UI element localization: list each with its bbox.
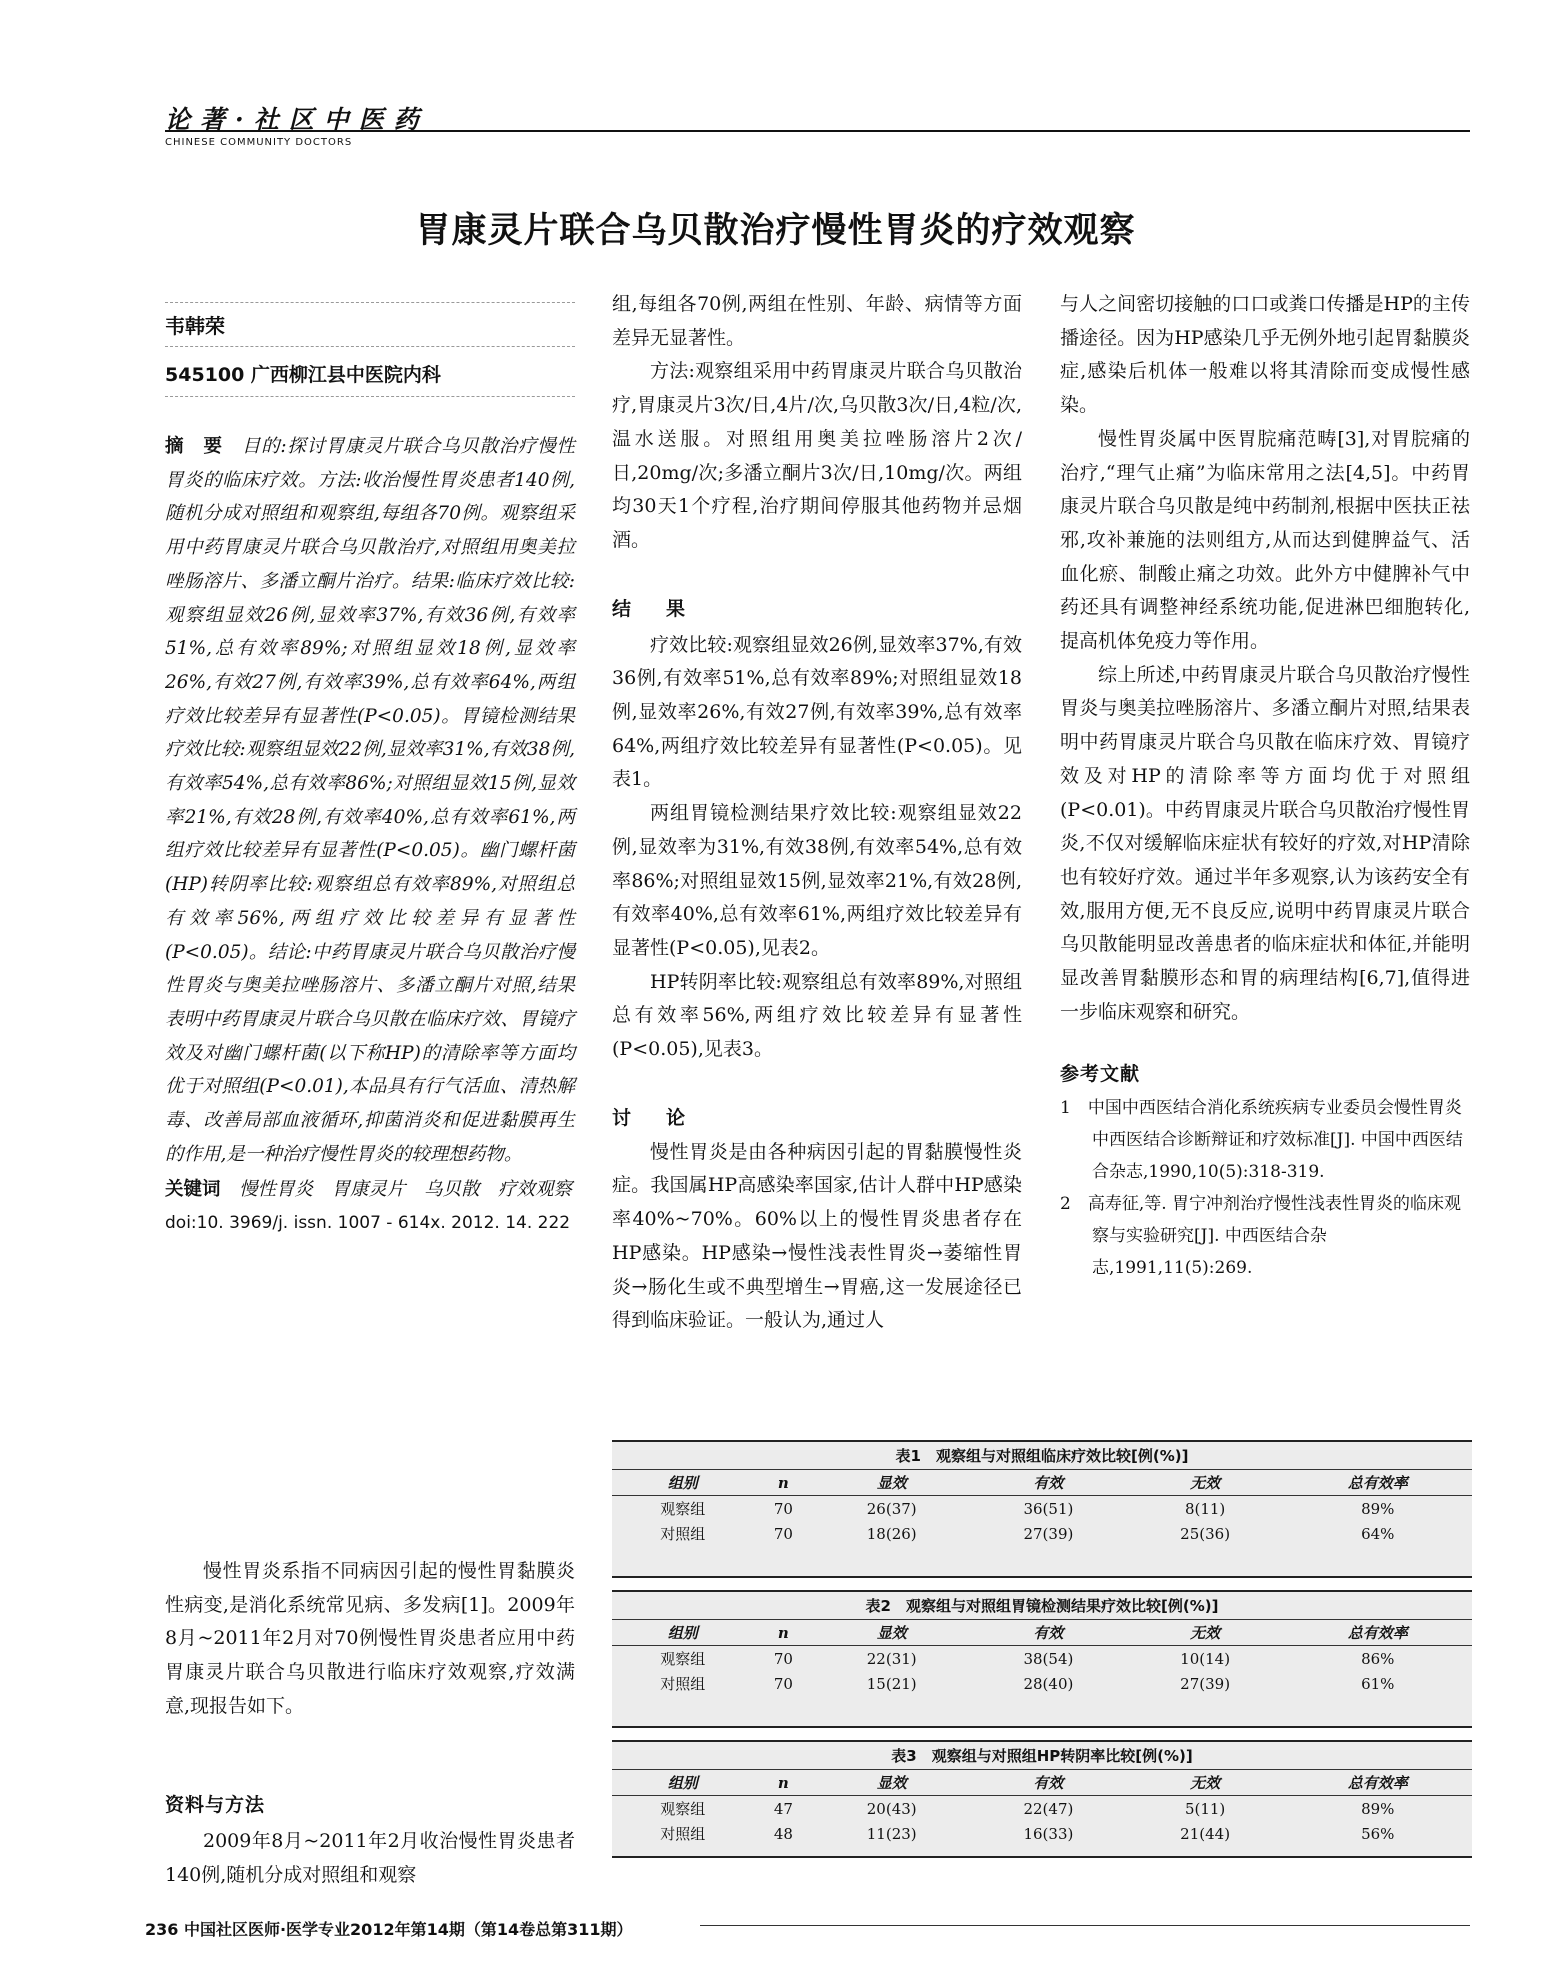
table-cell: 26(37)	[866, 1499, 917, 1518]
intro-paragraph: 慢性胃炎系指不同病因引起的慢性胃黏膜炎性病变,是消化系统常见病、多发病[1]。2009年8月~2011年2月对70例慢性胃炎患者应用中药胃康灵片联合乌贝散进行临床疗效观察,疗效满意,现报告如下。	[165, 1560, 575, 1717]
table-header: 无效	[1127, 1770, 1284, 1796]
doi: doi:10. 3969/j. issn. 1007 - 614x. 2012. 14. 222	[165, 1213, 571, 1234]
methods-paragraph-cont: 组,每组各70例,两组在性别、年龄、病情等方面差异无显著性。	[612, 293, 1022, 349]
discussion-paragraph-3: 综上所述,中药胃康灵片联合乌贝散治疗慢性胃炎与奥美拉唑肠溶片、多潘立酮片对照,结果表明中药胃康灵片联合乌贝散在临床疗效、胃镜疗效及对HP的清除率等方面均优于对照组(P<0.01)。中药胃康灵片联合乌贝散治疗慢性胃炎,不仅对缓解临床症状有较好的疗效,对HP清除也有较好疗效。通过半年多观察,认为该药安全有效,服用方便,无不良反应,说明中药胃康灵片联合乌贝散能明显改善患者的临床症状和体征,并能明显改善胃黏膜形态和胃的病理结构[6,7],值得进一步临床观察和研究。	[1060, 663, 1470, 1023]
table-header: 总有效率	[1283, 1620, 1472, 1646]
discussion-heading: 讨 论	[612, 1106, 694, 1129]
author-affiliation: 545100 广西柳江县中医院内科	[165, 364, 441, 386]
table-header: 有效	[970, 1470, 1127, 1496]
table-caption: 表1 观察组与对照组临床疗效比较[例(%)]	[895, 1447, 1189, 1465]
table-cell: 8(11)	[1184, 1499, 1226, 1518]
table-cell: 47	[773, 1799, 793, 1818]
abstract-label: 摘 要	[165, 436, 223, 457]
table-cell: 20(43)	[866, 1799, 917, 1818]
table-cell: 36(51)	[1023, 1499, 1074, 1518]
divider	[165, 346, 575, 347]
footer-rule	[700, 1925, 1470, 1926]
keywords: 慢性胃炎 胃康灵片 乌贝散 疗效观察	[239, 1179, 573, 1201]
page-footer: 236 中国社区医师·医学专业2012年第14期（第14卷总第311期）	[145, 1920, 633, 1939]
table-cell: 89%	[1361, 1499, 1395, 1518]
table-cell: 22(47)	[1023, 1799, 1074, 1818]
table-cell: 21(44)	[1180, 1824, 1231, 1843]
results-heading: 结 果	[612, 597, 694, 620]
abstract-text: 目的:探讨胃康灵片联合乌贝散治疗慢性胃炎的临床疗效。方法:收治慢性胃炎患者140例,随机分成对照组和观察组,每组各70例。观察组采用中药胃康灵片联合乌贝散治疗,对照组用奥美拉唑肠溶片、多潘立酮片治疗。结果:临床疗效比较:观察组显效26例,显效率37%,有效36例,有效率51%,总有效率89%;对照组显效18例,显效率26%,有效27例,有效率39%,总有效率64%,两组疗效比较差异有显著性(P<0.05)。胃镜检测结果疗效比较:观察组显效22例,显效率31%,有效38例,有效率54%,总有效率86%;对照组显效15例,显效率21%,有效28例,有效率40%,总有效率61%,两组疗效比较差异有显著性(P<0.05)。幽门螺杆菌(HP)转阴率比较:观察组总有效率89%,对照组总有效率56%,两组疗效比较差异有显著性(P<0.05)。结论:中药胃康灵片联合乌贝散治疗慢性胃炎与奥美拉唑肠溶片、多潘立酮片对照,结果表明中药胃康灵片联合乌贝散在临床疗效、胃镜疗效及对幽门螺杆菌(以下称HP)的清除率等方面均优于对照组(P<0.01),本品具有行气活血、清热解毒、改善局部血液循环,抑菌消炎和促进黏膜再生的作用,是一种治疗慢性胃炎的较理想药物。	[165, 436, 575, 1165]
intro-block	[165, 1555, 575, 1724]
table-cell: 16(33)	[1023, 1824, 1074, 1843]
table-cell: 15(21)	[866, 1674, 917, 1693]
table-header: 总有效率	[1283, 1470, 1472, 1496]
table-header: n	[753, 1470, 813, 1496]
table-cell: 27(39)	[1180, 1674, 1231, 1693]
table-cell: 38(54)	[1023, 1649, 1074, 1668]
methods-block	[165, 1790, 575, 1892]
table-cell: 观察组	[660, 1500, 706, 1518]
table-cell: 48	[773, 1824, 793, 1843]
table-cell: 70	[773, 1649, 793, 1668]
table-cell: 对照组	[660, 1825, 706, 1843]
reference-item: 2 高寿征,等. 胃宁冲剂治疗慢性浅表性胃炎的临床观察与实验研究[J]. 中西医结合杂志,1991,11(5):269.	[1060, 1194, 1462, 1279]
table-header: 组别	[612, 1770, 753, 1796]
table-cell: 11(23)	[866, 1824, 917, 1843]
header-rule	[165, 130, 1470, 132]
table-header: n	[753, 1620, 813, 1646]
table-header: 显效	[813, 1470, 970, 1496]
table-cell: 61%	[1361, 1674, 1395, 1693]
table-cell: 28(40)	[1023, 1674, 1074, 1693]
journal-section-label: 论著·社区中医药	[165, 105, 429, 134]
right-column	[1060, 288, 1470, 1284]
table-header: 总有效率	[1283, 1770, 1472, 1796]
middle-column	[612, 288, 1022, 1338]
results-paragraph-2: 两组胃镜检测结果疗效比较:观察组显效22例,显效率为31%,有效38例,有效率54%,总有效率86%;对照组显效15例,显效率21%,有效28例,有效率40%,总有效率61%,两组疗效比较差异有显著性(P<0.05),见表2。	[612, 802, 1022, 959]
table-cell: 观察组	[660, 1650, 706, 1668]
table-2	[612, 1590, 1472, 1728]
results-paragraph-3: HP转阴率比较:观察组总有效率89%,对照组总有效率56%,两组疗效比较差异有显著性(P<0.05),见表3。	[612, 970, 1022, 1061]
table-cell: 64%	[1361, 1524, 1395, 1543]
table-cell: 27(39)	[1023, 1524, 1074, 1543]
table-row	[612, 1796, 1472, 1822]
table-header: 有效	[970, 1770, 1127, 1796]
table-cell: 25(36)	[1180, 1524, 1231, 1543]
abstract-block	[165, 430, 575, 1241]
table-header: 显效	[813, 1620, 970, 1646]
table-row	[612, 1646, 1472, 1672]
journal-name-en: CHINESE COMMUNITY DOCTORS	[165, 137, 353, 148]
table-cell: 10(14)	[1180, 1649, 1231, 1668]
table-header: 组别	[612, 1620, 753, 1646]
methods-paragraph: 2009年8月~2011年2月收治慢性胃炎患者140例,随机分成对照组和观察	[165, 1830, 575, 1886]
table-cell: 对照组	[660, 1525, 706, 1543]
table-cell: 对照组	[660, 1675, 706, 1693]
results-paragraph-1: 疗效比较:观察组显效26例,显效率37%,有效36例,有效率51%,总有效率89%;对照组显效18例,显效率26%,有效27例,有效率39%,总有效率64%,两组疗效比较差异有显著性(P<0.05)。见表1。	[612, 633, 1022, 791]
table-caption: 表2 观察组与对照组胃镜检测结果疗效比较[例(%)]	[865, 1597, 1219, 1615]
table-cell: 观察组	[660, 1800, 706, 1818]
discussion-paragraph-1: 慢性胃炎是由各种病因引起的胃黏膜慢性炎症。我国属HP高感染率国家,估计人群中HP感染率40%~70%。60%以上的慢性胃炎患者存在HP感染。HP感染→慢性浅表性胃炎→萎缩性胃炎→肠化生或不典型增生→胃癌,这一发展途径已得到临床验证。一般认为,通过人	[612, 1140, 1022, 1332]
table-header: 无效	[1127, 1470, 1284, 1496]
references-heading: 参考文献	[1060, 1063, 1141, 1086]
table-cell: 89%	[1361, 1799, 1395, 1818]
divider	[165, 396, 575, 397]
divider	[165, 302, 575, 303]
table-cell: 22(31)	[866, 1649, 917, 1668]
table-cell: 86%	[1361, 1649, 1395, 1668]
table-header: 有效	[970, 1620, 1127, 1646]
discussion-paragraph-1-cont: 与人之间密切接触的口口或粪口传播是HP的主传播途径。因为HP感染几乎无例外地引起胃黏膜炎症,感染后机体一般难以将其清除而变成慢性感染。	[1060, 293, 1470, 417]
table-cell: 70	[773, 1524, 793, 1543]
keywords-label: 关键词	[165, 1179, 221, 1201]
table-cell: 18(26)	[866, 1524, 917, 1543]
author-name: 韦韩荣	[165, 314, 225, 338]
table-row	[612, 1496, 1472, 1522]
methods-paragraph-2: 方法:观察组采用中药胃康灵片联合乌贝散治疗,胃康灵片3次/日,4片/次,乌贝散3次/日,4粒/次,温水送服。对照组用奥美拉唑肠溶片2次/日,20mg/次;多潘立酮片3次/日,10mg/次。两组均30天1个疗程,治疗期间停服其他药物并忌烟酒。	[612, 360, 1022, 551]
table-header: 无效	[1127, 1620, 1284, 1646]
table-header: n	[753, 1770, 813, 1796]
reference-item: 1 中国中西医结合消化系统疾病专业委员会慢性胃炎中西医结合诊断辩证和疗效标准[J]. 中国中西医结合杂志,1990,10(5):318-319.	[1060, 1098, 1463, 1183]
table-row	[612, 1821, 1472, 1846]
table-cell: 56%	[1361, 1824, 1395, 1843]
table-header: 显效	[813, 1770, 970, 1796]
table-row	[612, 1521, 1472, 1546]
article-title: 胃康灵片联合乌贝散治疗慢性胃炎的疗效观察	[415, 211, 1136, 251]
discussion-paragraph-2: 慢性胃炎属中医胃脘痛范畴[3],对胃脘痛的治疗,“理气止痛”为临床常用之法[4,5]。中药胃康灵片联合乌贝散是纯中药制剂,根据中医扶正祛邪,攻补兼施的法则组方,从而达到健脾益气、活血化瘀、制酸止痛之功效。此外方中健脾补气中药还具有调整神经系统功能,促进淋巴细胞转化,提高机体免疫力等作用。	[1060, 427, 1470, 653]
table-1	[612, 1440, 1472, 1578]
methods-heading: 资料与方法	[165, 1794, 266, 1816]
table-cell: 70	[773, 1674, 793, 1693]
table-3	[612, 1740, 1472, 1858]
table-caption: 表3 观察组与对照组HP转阴率比较[例(%)]	[891, 1747, 1193, 1765]
table-cell: 5(11)	[1184, 1799, 1226, 1818]
table-header: 组别	[612, 1470, 753, 1496]
table-cell: 70	[773, 1499, 793, 1518]
table-row	[612, 1671, 1472, 1696]
